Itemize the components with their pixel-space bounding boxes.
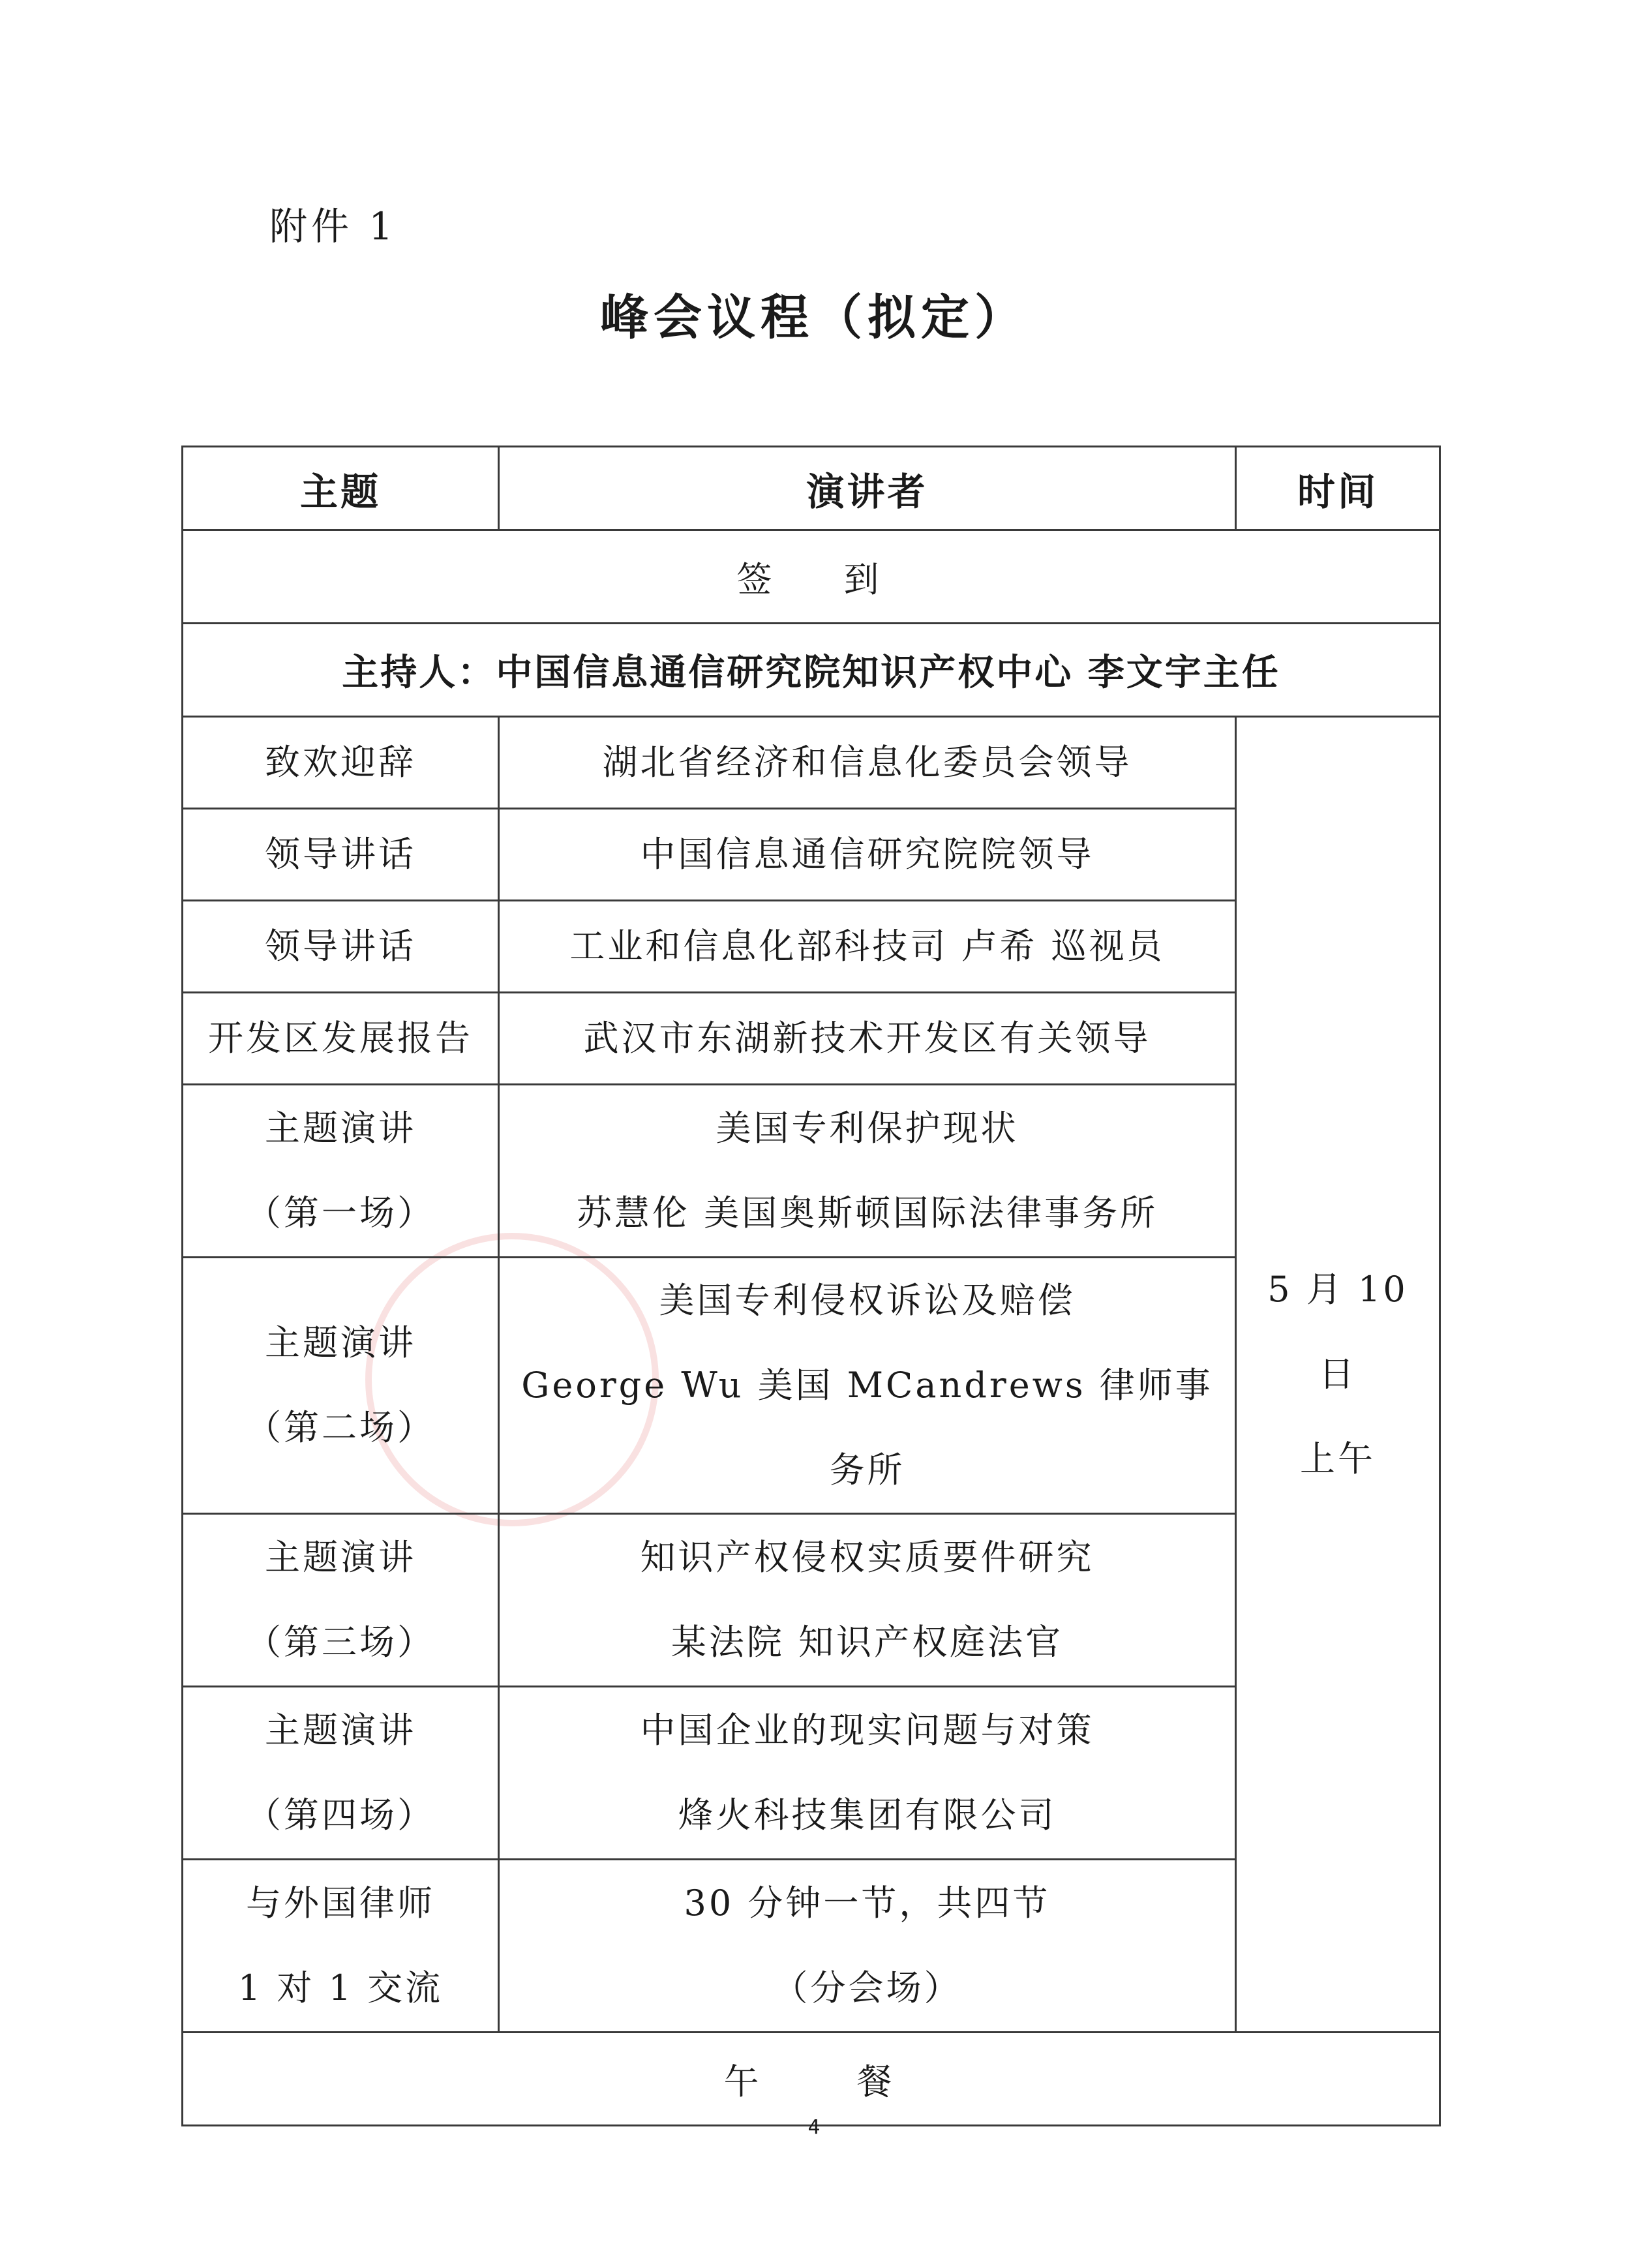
- speaker-cell-line: 美国专利保护现状: [716, 1108, 1019, 1149]
- topic-cell-line: 领导讲话: [265, 926, 416, 967]
- speaker-cell: [499, 1514, 1236, 1687]
- topic-cell-line: 主题演讲: [265, 1322, 416, 1363]
- host-cell: 主持人：中国信息通信研究院知识产权中心 李文宇主任: [183, 624, 1440, 717]
- speaker-cell-line: 烽火科技集团有限公司: [678, 1794, 1057, 1836]
- topic-cell-line: 领导讲话: [265, 834, 416, 875]
- page-number: 4: [807, 2116, 821, 2139]
- speaker-cell-line: George Wu 美国 MCandrews 律师事务所: [521, 1365, 1213, 1490]
- host-row: [183, 624, 1440, 717]
- topic-cell-line: 主题演讲: [265, 1710, 416, 1751]
- lunch-cell: 午餐: [183, 2033, 1440, 2126]
- topic-cell-line: 主题演讲: [265, 1108, 416, 1149]
- topic-cell: [183, 901, 499, 993]
- topic-cell: [183, 809, 499, 901]
- speaker-cell-line: 苏慧伦 美国奥斯顿国际法律事务所: [576, 1192, 1158, 1233]
- sign-in-cell: 签到: [183, 530, 1440, 624]
- topic-cell: [183, 1258, 499, 1514]
- topic-cell-line: （第三场）: [246, 1622, 435, 1663]
- topic-cell: [183, 1514, 499, 1687]
- header-topic: 主题: [183, 447, 499, 530]
- speaker-cell: [499, 1258, 1236, 1514]
- topic-cell-line: 致欢迎辞: [265, 742, 416, 783]
- sign-in-row: [183, 530, 1440, 624]
- topic-cell-line: 与外国律师: [246, 1882, 435, 1924]
- speaker-cell: [499, 809, 1236, 901]
- time-cell-line: 5 月 10 日: [1267, 1269, 1408, 1395]
- speaker-cell-line: 知识产权侵权实质要件研究: [640, 1537, 1094, 1578]
- speaker-cell-line: （分会场）: [772, 1967, 962, 2008]
- speaker-cell: [499, 901, 1236, 993]
- speaker-cell-line: 工业和信息化部科技司 卢希 巡视员: [569, 926, 1165, 967]
- speaker-cell: [499, 993, 1236, 1085]
- speaker-cell: [499, 1687, 1236, 1860]
- topic-cell-line: （第二场）: [246, 1407, 435, 1448]
- speaker-cell: [499, 717, 1236, 809]
- topic-cell-line: 主题演讲: [265, 1537, 416, 1578]
- topic-cell-line: 开发区发展报告: [208, 1018, 473, 1059]
- speaker-cell-line: 湖北省经济和信息化委员会领导: [602, 742, 1132, 783]
- time-cell: [1236, 717, 1440, 2033]
- table-header-row: [183, 447, 1440, 530]
- table-row: [183, 717, 1440, 809]
- topic-cell: [183, 1860, 499, 2033]
- topic-cell: [183, 717, 499, 809]
- speaker-cell-line: 某法院 知识产权庭法官: [671, 1622, 1064, 1663]
- topic-cell: [183, 993, 499, 1085]
- time-cell-line: 上午: [1300, 1438, 1376, 1479]
- topic-cell-line: （第四场）: [246, 1794, 435, 1836]
- speaker-cell-line: 美国专利侵权诉讼及赔偿: [659, 1280, 1076, 1321]
- topic-cell-line: 1 对 1 交流: [237, 1967, 444, 2008]
- document-title: 峰会议程（拟定）: [600, 290, 1028, 346]
- speaker-cell: [499, 1860, 1236, 2033]
- agenda-table: [181, 446, 1441, 2126]
- topic-cell: [183, 1085, 499, 1258]
- attachment-label: 附件 1: [269, 204, 397, 249]
- header-speaker: 演讲者: [499, 447, 1236, 530]
- header-time: 时间: [1236, 447, 1440, 530]
- lunch-row: [183, 2033, 1440, 2126]
- speaker-cell-line: 中国信息通信研究院院领导: [640, 834, 1094, 875]
- topic-cell-line: （第一场）: [246, 1192, 435, 1233]
- speaker-cell-line: 中国企业的现实问题与对策: [640, 1710, 1094, 1751]
- speaker-cell-line: 30 分钟一节，共四节: [684, 1882, 1051, 1924]
- speaker-cell: [499, 1085, 1236, 1258]
- topic-cell: [183, 1687, 499, 1860]
- speaker-cell-line: 武汉市东湖新技术开发区有关领导: [583, 1018, 1151, 1059]
